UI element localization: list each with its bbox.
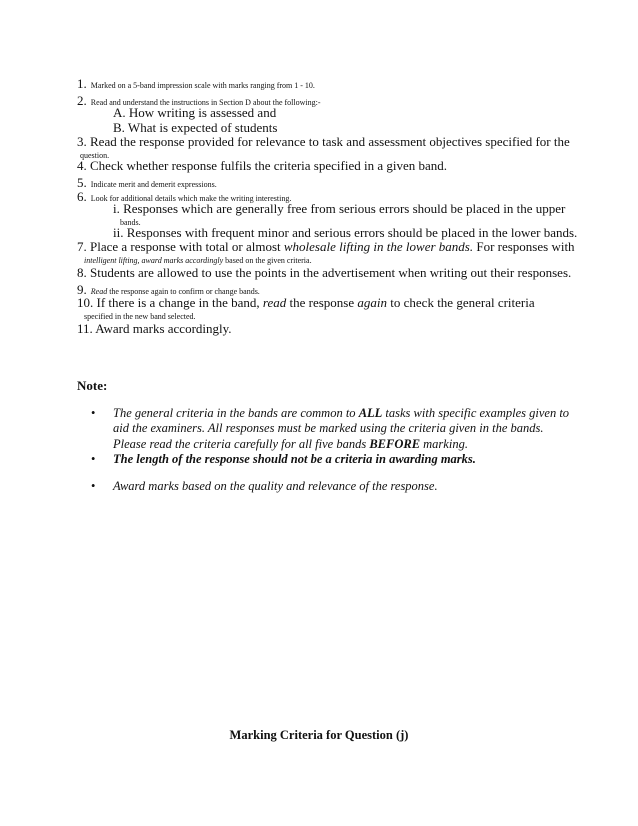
instruction-7: 7. Place a response with total or almost wholesale lifting in the lower bands. For responses with	[77, 239, 575, 254]
note-bullet-1: • The general criteria in the bands are common to ALL tasks with specific examples given to aid the examiners. All responses must be marked using the criteria given in the bands. Please read the criteria carefully for all five bands BEFORE marking.	[91, 406, 570, 451]
note-title: Note:	[77, 378, 108, 393]
instruction-10-cont: specified in the new band selected.	[84, 312, 196, 321]
instruction-6i: i. Responses which are generally free from serious errors should be placed in the upper	[113, 201, 566, 216]
instruction-3: 3. Read the response provided for relevance to task and assessment objectives specified for the	[77, 134, 570, 149]
instruction-8: 8. Students are allowed to use the points in the advertisement when writing out their responses.	[77, 265, 572, 280]
instruction-6ii: ii. Responses with frequent minor and serious errors should be placed in the lower bands.	[113, 225, 578, 240]
instruction-3-cont: question.	[80, 151, 110, 160]
instruction-2b: B. What is expected of students	[113, 120, 278, 135]
note-bullet-3: • Award marks based on the quality and relevance of the response.	[91, 479, 438, 493]
instruction-4: 4. Check whether response fulfils the criteria specified in a given band.	[77, 158, 448, 173]
instruction-5: 5. Indicate merit and demerit expressions.	[77, 175, 217, 190]
bullet-icon: •	[91, 479, 96, 493]
instruction-2: 2. Read and understand the instructions in Section D about the following:-	[77, 93, 321, 108]
bullet-icon: •	[91, 451, 96, 466]
instruction-6: 6. Look for additional details which make the writing interesting.	[77, 189, 292, 204]
bullet-icon: •	[91, 406, 96, 420]
instruction-10: 10. If there is a change in the band, read the response again to check the general criteria	[77, 295, 535, 310]
section-heading: Marking Criteria for Question (j)	[229, 728, 409, 742]
instruction-1: 1. Marked on a 5-band impression scale with marks ranging from 1 - 10.	[77, 76, 315, 91]
instruction-6i-cont: bands.	[120, 218, 141, 227]
note-bullet-2: • The length of the response should not be a criteria in awarding marks.	[91, 451, 476, 466]
instruction-7-cont: intelligent lifting, award marks accordingly based on the given criteria.	[84, 256, 312, 265]
instruction-9: 9. Read the response again to confirm or change bands.	[77, 282, 260, 297]
note-bullet-list	[91, 406, 571, 494]
instruction-11: 11. Award marks accordingly.	[77, 321, 232, 336]
instruction-2a: A. How writing is assessed and	[113, 105, 277, 120]
